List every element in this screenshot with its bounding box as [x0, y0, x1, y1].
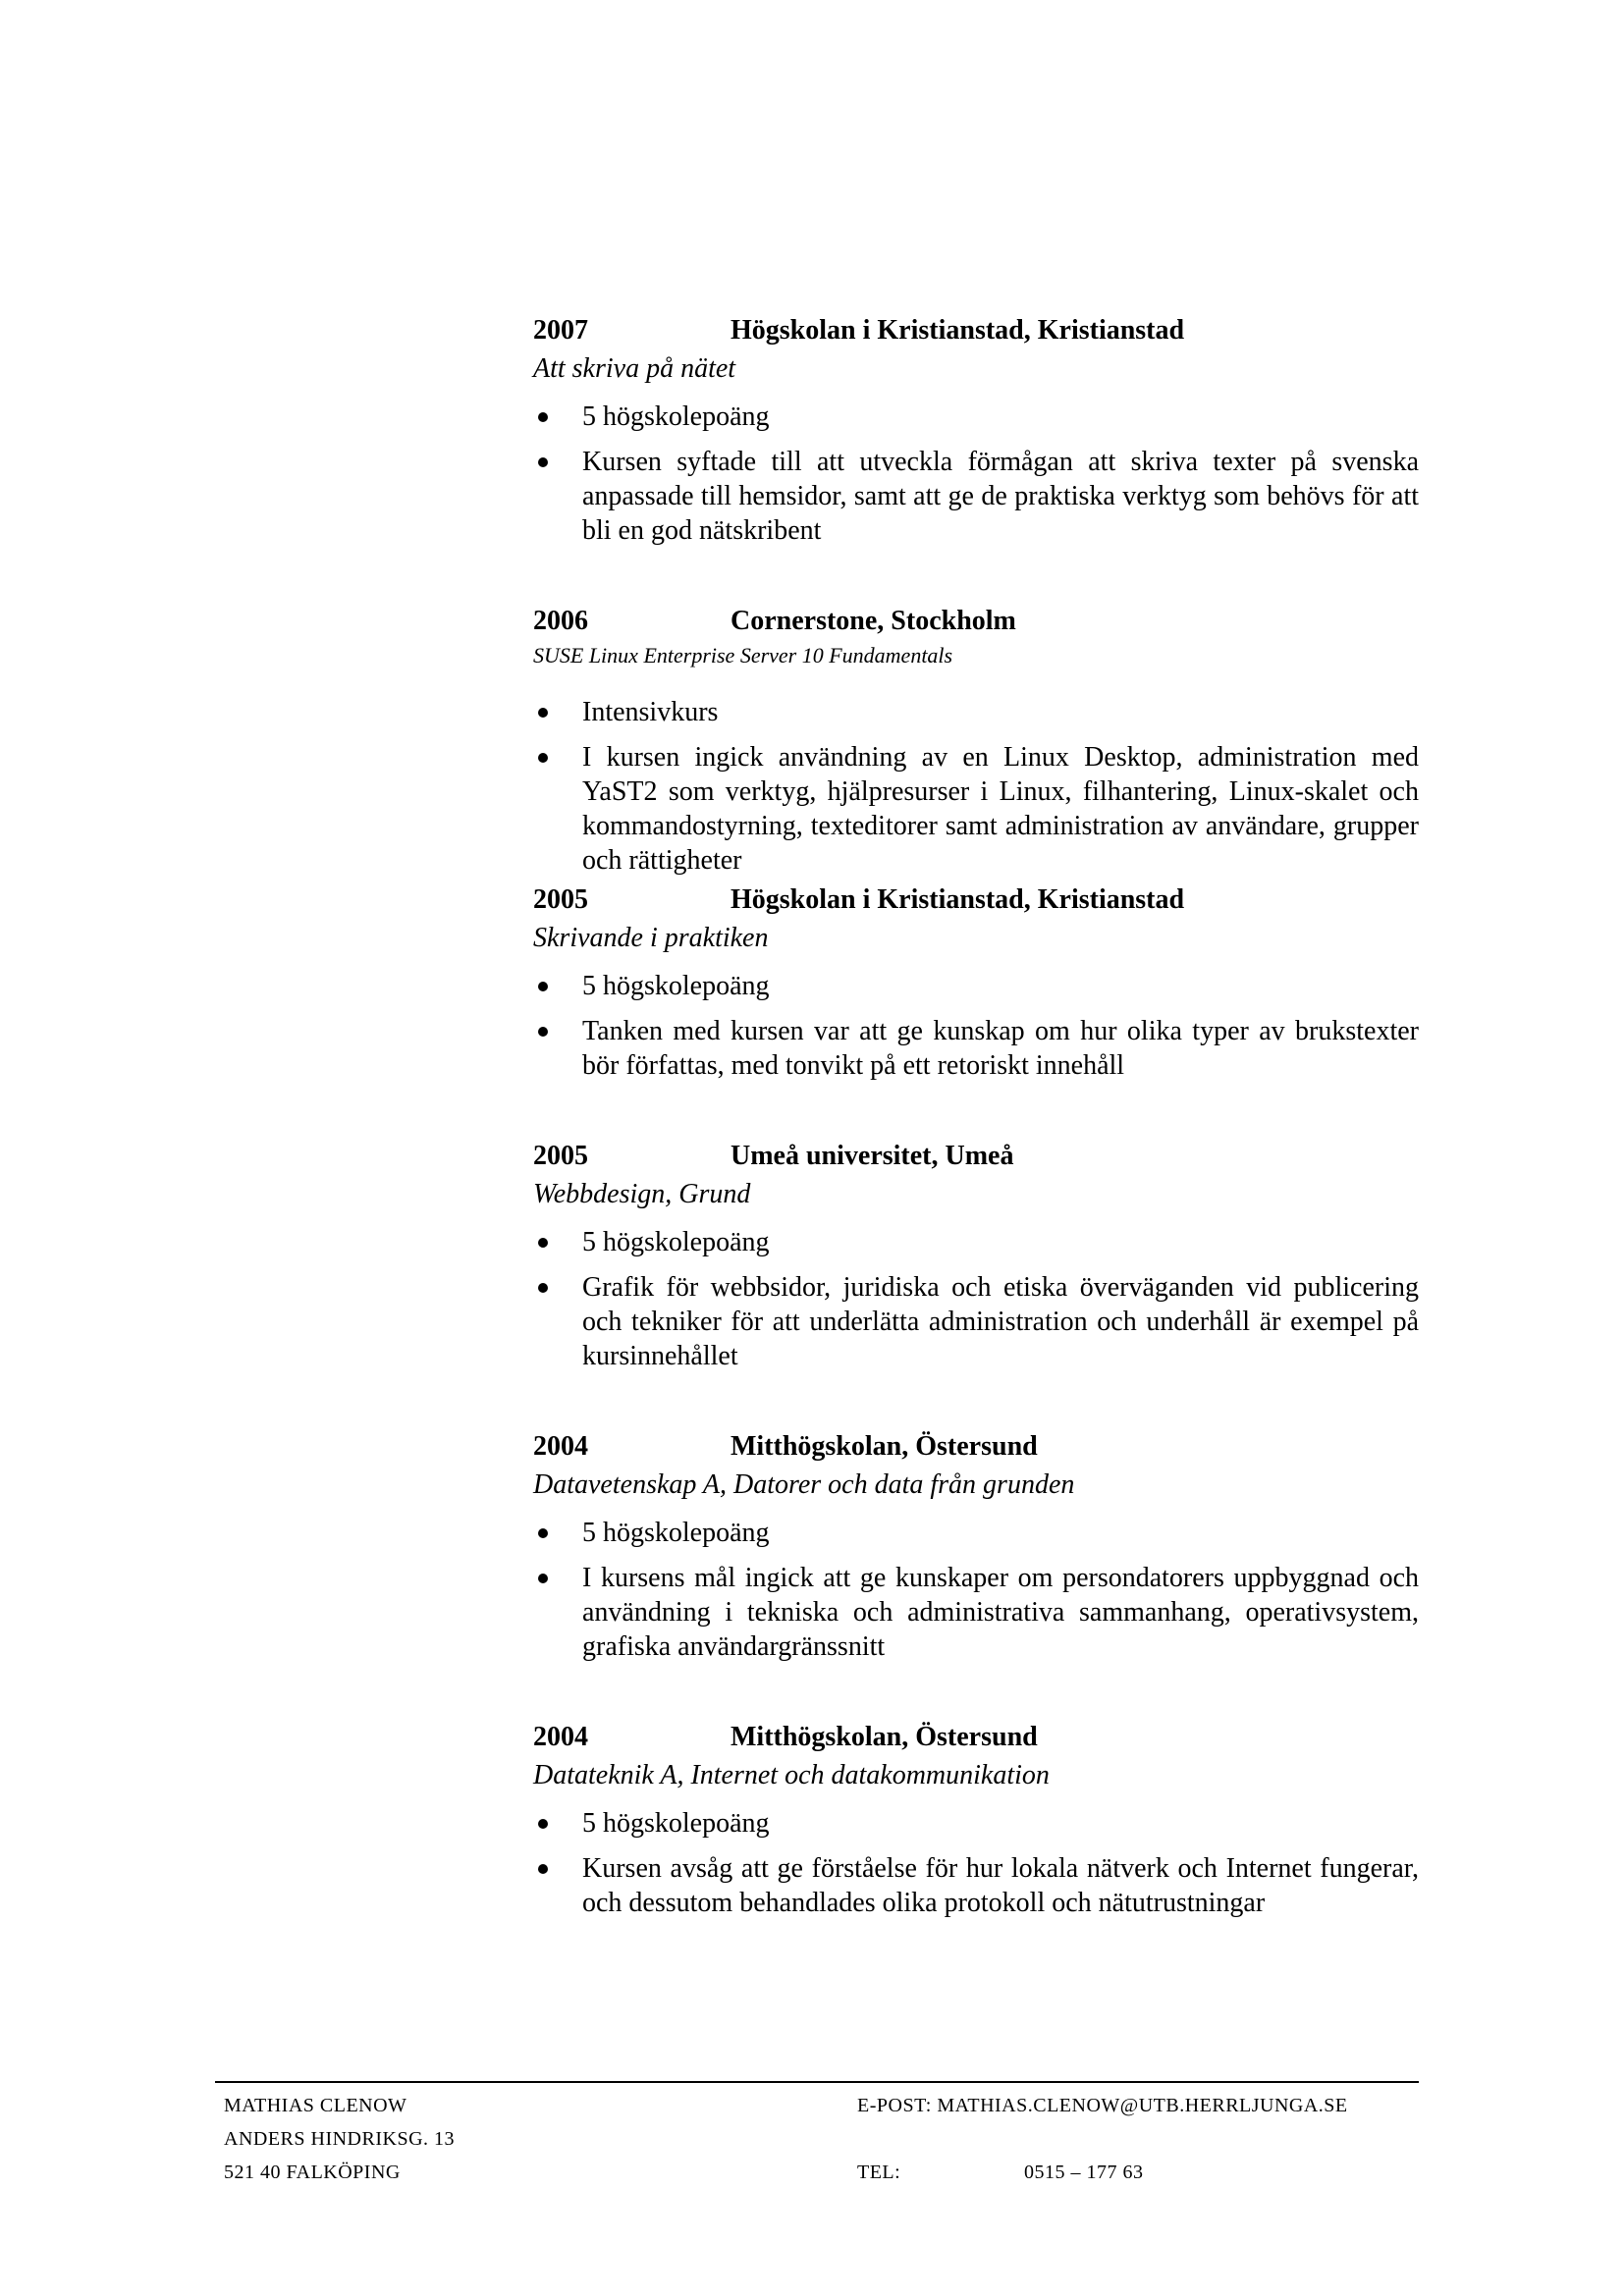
footer-divider	[215, 2081, 1419, 2083]
entry-institution: Cornerstone, Stockholm	[731, 606, 1016, 636]
footer-spacer	[857, 2122, 1407, 2156]
education-entry	[533, 1428, 1419, 1664]
entry-year: 2006	[533, 606, 588, 636]
footer-contact	[857, 2089, 1407, 2189]
entry-details	[533, 969, 1419, 1083]
entry-year: 2005	[533, 884, 588, 915]
entry-detail-item: I kursen ingick användning av en Linux Desktop, administration med YaST2 som verktyg, hjälpresurser i Linux, filhantering, Linux-skalet och kommandostyrning, texteditorer samt administration av användare, grupper och rättigheter	[533, 740, 1419, 878]
entry-institution: Mitthögskolan, Östersund	[731, 1431, 1038, 1462]
entry-year: 2007	[533, 315, 588, 346]
footer-street: ANDERS HINDRIKSG. 13	[224, 2128, 456, 2150]
footer-phone-label: TEL:	[857, 2162, 901, 2183]
education-entry	[533, 1138, 1419, 1373]
entry-course-title: Datavetenskap A, Datorer och data från grunden	[533, 1469, 1075, 1500]
entry-detail-item: 5 högskolepoäng	[533, 969, 1419, 1003]
entry-year: 2005	[533, 1141, 588, 1171]
footer-email: E-POST: MATHIAS.CLENOW@UTB.HERRLJUNGA.SE	[857, 2095, 1348, 2116]
entry-course-title: SUSE Linux Enterprise Server 10 Fundamentals	[533, 643, 953, 667]
footer-city: 521 40 FALKÖPING	[224, 2162, 401, 2183]
entry-detail-item: Tanken med kursen var att ge kunskap om hur olika typer av brukstexter bör författas, med tonvikt på ett retoriskt innehåll	[533, 1014, 1419, 1083]
entry-course-title: Skrivande i praktiken	[533, 923, 769, 953]
entry-detail-item: Intensivkurs	[533, 695, 1419, 729]
education-entry	[533, 881, 1419, 1083]
entry-details	[533, 695, 1419, 878]
entry-course-title: Datateknik A, Internet och datakommunikation	[533, 1760, 1050, 1790]
entry-header	[533, 603, 1419, 640]
entry-header	[533, 881, 1419, 919]
entry-details	[533, 1806, 1419, 1920]
education-entry	[533, 603, 1419, 878]
entry-detail-item: Kursen avsåg att ge förståelse för hur lokala nätverk och Internet fungerar, och dessutom behandlades olika protokoll och nätutrustningar	[533, 1851, 1419, 1920]
entry-detail-item: 5 högskolepoäng	[533, 1516, 1419, 1550]
entry-detail-item: I kursens mål ingick att ge kunskaper om persondatorers uppbyggnad och användning i tekniska och administrativa sammanhang, operativsystem, grafiska användargränssnitt	[533, 1561, 1419, 1664]
entry-detail-item: Grafik för webbsidor, juridiska och etiska överväganden vid publicering och tekniker för att underlätta administration och underhåll är exempel på kursinnehållet	[533, 1270, 1419, 1373]
entry-detail-item: 5 högskolepoäng	[533, 1806, 1419, 1841]
entry-details	[533, 400, 1419, 548]
footer-phone	[857, 2156, 1407, 2189]
entry-institution: Högskolan i Kristianstad, Kristianstad	[731, 884, 1185, 915]
entry-header	[533, 1719, 1419, 1756]
entry-details	[533, 1516, 1419, 1664]
entry-course-title: Att skriva på nätet	[533, 353, 736, 384]
education-entry	[533, 312, 1419, 548]
entry-institution: Umeå universitet, Umeå	[731, 1141, 1014, 1171]
entry-header	[533, 312, 1419, 349]
entry-header	[533, 1428, 1419, 1466]
entry-detail-item: Kursen syftade till att utveckla förmågan att skriva texter på svenska anpassade till hemsidor, samt att ge de praktiska verktyg som behövs för att bli en god nätskribent	[533, 445, 1419, 548]
entry-details	[533, 1225, 1419, 1373]
entry-year: 2004	[533, 1431, 588, 1462]
footer-name: MATHIAS CLENOW	[224, 2095, 407, 2116]
entry-institution: Högskolan i Kristianstad, Kristianstad	[731, 315, 1185, 346]
education-entry	[533, 1719, 1419, 1920]
entry-detail-item: 5 högskolepoäng	[533, 1225, 1419, 1259]
entry-course-title: Webbdesign, Grund	[533, 1179, 751, 1209]
entry-header	[533, 1138, 1419, 1175]
entry-year: 2004	[533, 1722, 588, 1752]
education-list	[533, 312, 1419, 1920]
entry-institution: Mitthögskolan, Östersund	[731, 1722, 1038, 1752]
footer-phone-value: 0515 – 177 63	[1024, 2162, 1144, 2183]
entry-detail-item: 5 högskolepoäng	[533, 400, 1419, 434]
footer-address	[224, 2089, 455, 2189]
